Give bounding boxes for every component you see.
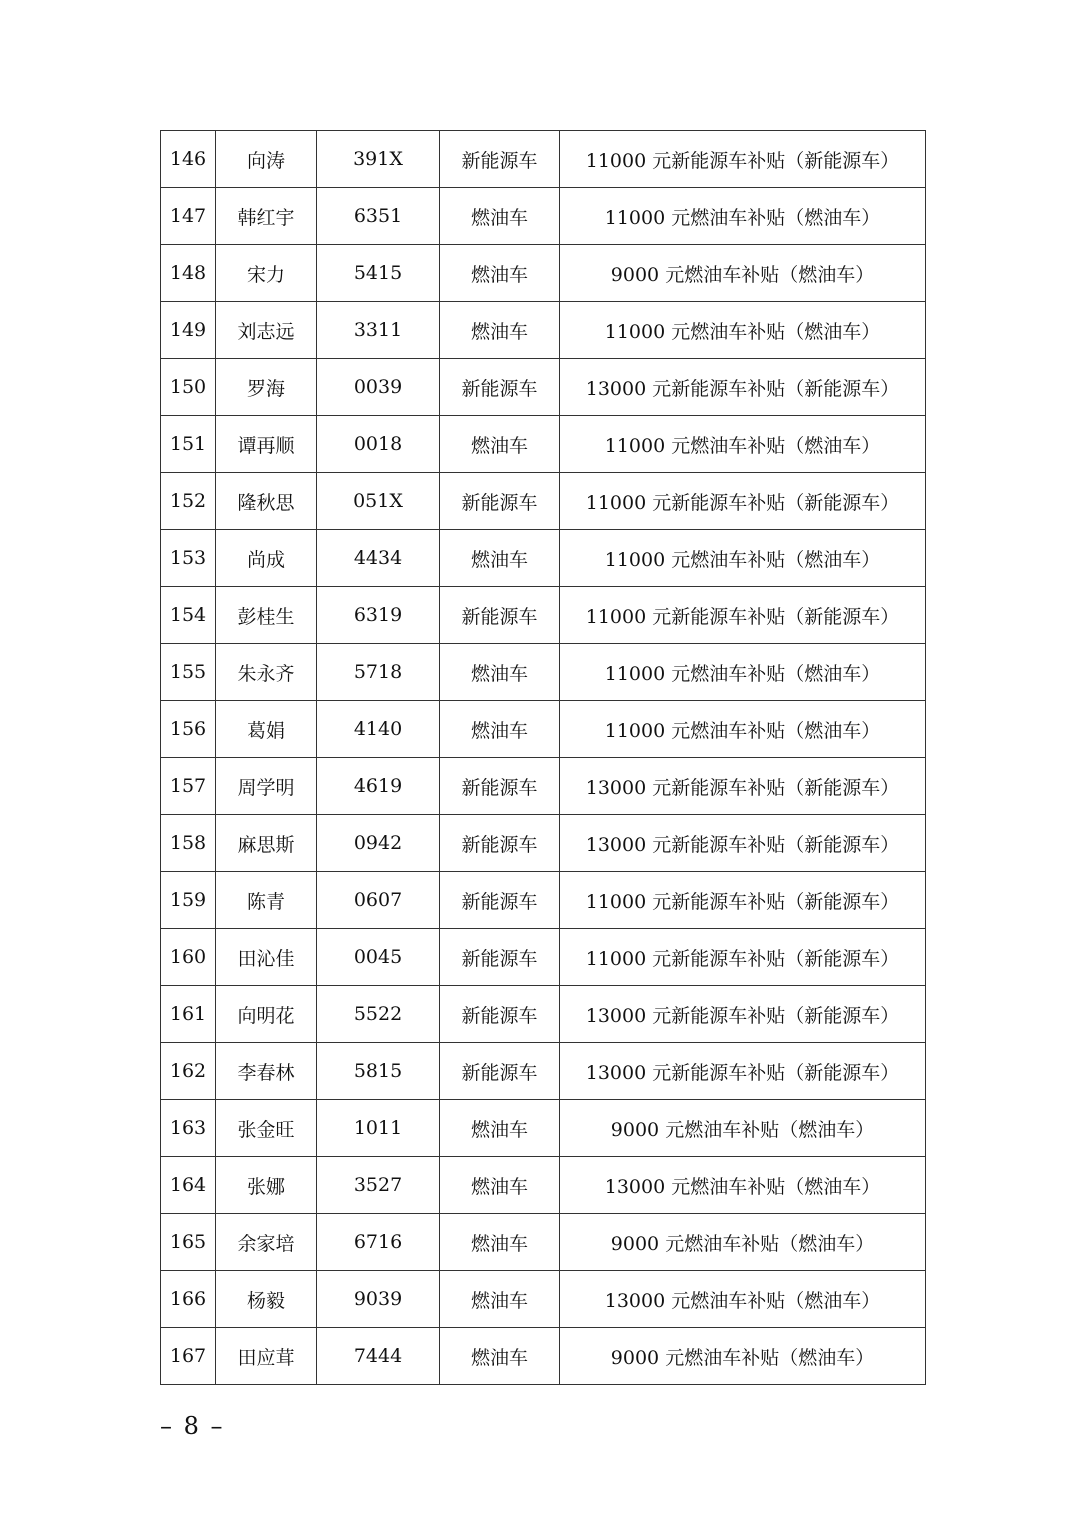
subsidy-cell: 11000 元新能源车补贴（新能源车） <box>560 473 926 530</box>
row-number-cell: 147 <box>161 188 216 245</box>
row-number-cell: 151 <box>161 416 216 473</box>
id-suffix-cell: 0045 <box>317 929 440 986</box>
subsidy-cell: 13000 元新能源车补贴（新能源车） <box>560 758 926 815</box>
table-row <box>161 131 926 188</box>
name-cell: 向涛 <box>216 131 317 188</box>
id-suffix-cell: 5522 <box>317 986 440 1043</box>
name-cell: 宋力 <box>216 245 317 302</box>
id-suffix-cell: 1011 <box>317 1100 440 1157</box>
subsidy-cell: 11000 元燃油车补贴（燃油车） <box>560 530 926 587</box>
row-number-cell: 165 <box>161 1214 216 1271</box>
subsidy-cell: 11000 元新能源车补贴（新能源车） <box>560 929 926 986</box>
row-number-cell: 158 <box>161 815 216 872</box>
name-cell: 葛娟 <box>216 701 317 758</box>
id-suffix-cell: 4140 <box>317 701 440 758</box>
subsidy-cell: 11000 元燃油车补贴（燃油车） <box>560 302 926 359</box>
table-row <box>161 359 926 416</box>
vehicle-type-cell: 新能源车 <box>440 131 560 188</box>
id-suffix-cell: 7444 <box>317 1328 440 1385</box>
vehicle-type-cell: 新能源车 <box>440 929 560 986</box>
name-cell: 朱永齐 <box>216 644 317 701</box>
table-row <box>161 1328 926 1385</box>
vehicle-type-cell: 燃油车 <box>440 1100 560 1157</box>
name-cell: 罗海 <box>216 359 317 416</box>
vehicle-type-cell: 新能源车 <box>440 587 560 644</box>
vehicle-type-cell: 燃油车 <box>440 1214 560 1271</box>
vehicle-type-cell: 燃油车 <box>440 188 560 245</box>
name-cell: 彭桂生 <box>216 587 317 644</box>
table-row <box>161 986 926 1043</box>
row-number-cell: 150 <box>161 359 216 416</box>
vehicle-type-cell: 燃油车 <box>440 416 560 473</box>
table-row <box>161 758 926 815</box>
id-suffix-cell: 3527 <box>317 1157 440 1214</box>
id-suffix-cell: 9039 <box>317 1271 440 1328</box>
id-suffix-cell: 6351 <box>317 188 440 245</box>
subsidy-cell: 11000 元新能源车补贴（新能源车） <box>560 131 926 188</box>
name-cell: 周学明 <box>216 758 317 815</box>
name-cell: 田沁佳 <box>216 929 317 986</box>
vehicle-type-cell: 燃油车 <box>440 530 560 587</box>
id-suffix-cell: 5718 <box>317 644 440 701</box>
table-row <box>161 473 926 530</box>
name-cell: 韩红宇 <box>216 188 317 245</box>
subsidy-cell: 11000 元新能源车补贴（新能源车） <box>560 872 926 929</box>
table-row <box>161 1100 926 1157</box>
id-suffix-cell: 0942 <box>317 815 440 872</box>
subsidy-cell: 13000 元燃油车补贴（燃油车） <box>560 1157 926 1214</box>
vehicle-type-cell: 新能源车 <box>440 815 560 872</box>
vehicle-type-cell: 新能源车 <box>440 872 560 929</box>
vehicle-type-cell: 新能源车 <box>440 758 560 815</box>
id-suffix-cell: 5415 <box>317 245 440 302</box>
id-suffix-cell: 4434 <box>317 530 440 587</box>
name-cell: 隆秋思 <box>216 473 317 530</box>
table-row <box>161 416 926 473</box>
row-number-cell: 155 <box>161 644 216 701</box>
subsidy-cell: 13000 元燃油车补贴（燃油车） <box>560 1271 926 1328</box>
vehicle-type-cell: 燃油车 <box>440 1157 560 1214</box>
name-cell: 谭再顺 <box>216 416 317 473</box>
table-row <box>161 644 926 701</box>
row-number-cell: 152 <box>161 473 216 530</box>
id-suffix-cell: 6319 <box>317 587 440 644</box>
name-cell: 杨毅 <box>216 1271 317 1328</box>
table-row <box>161 245 926 302</box>
table-row <box>161 872 926 929</box>
name-cell: 尚成 <box>216 530 317 587</box>
row-number-cell: 164 <box>161 1157 216 1214</box>
row-number-cell: 149 <box>161 302 216 359</box>
subsidy-cell: 11000 元燃油车补贴（燃油车） <box>560 701 926 758</box>
id-suffix-cell: 051X <box>317 473 440 530</box>
name-cell: 向明花 <box>216 986 317 1043</box>
row-number-cell: 166 <box>161 1271 216 1328</box>
table-row <box>161 815 926 872</box>
name-cell: 李春林 <box>216 1043 317 1100</box>
table-row <box>161 530 926 587</box>
subsidy-cell: 11000 元燃油车补贴（燃油车） <box>560 416 926 473</box>
vehicle-type-cell: 燃油车 <box>440 245 560 302</box>
subsidy-cell: 13000 元新能源车补贴（新能源车） <box>560 986 926 1043</box>
name-cell: 刘志远 <box>216 302 317 359</box>
row-number-cell: 162 <box>161 1043 216 1100</box>
table-row <box>161 1043 926 1100</box>
name-cell: 张娜 <box>216 1157 317 1214</box>
row-number-cell: 157 <box>161 758 216 815</box>
row-number-cell: 153 <box>161 530 216 587</box>
subsidy-cell: 13000 元新能源车补贴（新能源车） <box>560 359 926 416</box>
table-row <box>161 302 926 359</box>
table-row <box>161 1157 926 1214</box>
row-number-cell: 154 <box>161 587 216 644</box>
subsidy-cell: 9000 元燃油车补贴（燃油车） <box>560 1100 926 1157</box>
table-row <box>161 1271 926 1328</box>
row-number-cell: 156 <box>161 701 216 758</box>
row-number-cell: 161 <box>161 986 216 1043</box>
page-number: – 8 – <box>160 1412 225 1440</box>
vehicle-type-cell: 燃油车 <box>440 1271 560 1328</box>
subsidy-cell: 9000 元燃油车补贴（燃油车） <box>560 245 926 302</box>
vehicle-type-cell: 新能源车 <box>440 359 560 416</box>
name-cell: 田应茸 <box>216 1328 317 1385</box>
id-suffix-cell: 0018 <box>317 416 440 473</box>
subsidy-table-body <box>161 131 926 1385</box>
vehicle-type-cell: 新能源车 <box>440 473 560 530</box>
id-suffix-cell: 4619 <box>317 758 440 815</box>
row-number-cell: 160 <box>161 929 216 986</box>
subsidy-cell: 11000 元燃油车补贴（燃油车） <box>560 644 926 701</box>
subsidy-cell: 13000 元新能源车补贴（新能源车） <box>560 1043 926 1100</box>
subsidy-table <box>160 130 926 1385</box>
table-row <box>161 1214 926 1271</box>
row-number-cell: 146 <box>161 131 216 188</box>
subsidy-cell: 11000 元燃油车补贴（燃油车） <box>560 188 926 245</box>
id-suffix-cell: 391X <box>317 131 440 188</box>
vehicle-type-cell: 新能源车 <box>440 986 560 1043</box>
vehicle-type-cell: 燃油车 <box>440 701 560 758</box>
vehicle-type-cell: 燃油车 <box>440 302 560 359</box>
name-cell: 麻思斯 <box>216 815 317 872</box>
name-cell: 张金旺 <box>216 1100 317 1157</box>
vehicle-type-cell: 新能源车 <box>440 1043 560 1100</box>
subsidy-cell: 11000 元新能源车补贴（新能源车） <box>560 587 926 644</box>
row-number-cell: 167 <box>161 1328 216 1385</box>
vehicle-type-cell: 燃油车 <box>440 1328 560 1385</box>
table-row <box>161 188 926 245</box>
subsidy-cell: 9000 元燃油车补贴（燃油车） <box>560 1214 926 1271</box>
row-number-cell: 148 <box>161 245 216 302</box>
id-suffix-cell: 5815 <box>317 1043 440 1100</box>
name-cell: 余家培 <box>216 1214 317 1271</box>
row-number-cell: 163 <box>161 1100 216 1157</box>
subsidy-cell: 13000 元新能源车补贴（新能源车） <box>560 815 926 872</box>
subsidy-cell: 9000 元燃油车补贴（燃油车） <box>560 1328 926 1385</box>
row-number-cell: 159 <box>161 872 216 929</box>
name-cell: 陈青 <box>216 872 317 929</box>
table-row <box>161 701 926 758</box>
id-suffix-cell: 6716 <box>317 1214 440 1271</box>
table-row <box>161 929 926 986</box>
vehicle-type-cell: 燃油车 <box>440 644 560 701</box>
table-row <box>161 587 926 644</box>
id-suffix-cell: 3311 <box>317 302 440 359</box>
id-suffix-cell: 0607 <box>317 872 440 929</box>
id-suffix-cell: 0039 <box>317 359 440 416</box>
